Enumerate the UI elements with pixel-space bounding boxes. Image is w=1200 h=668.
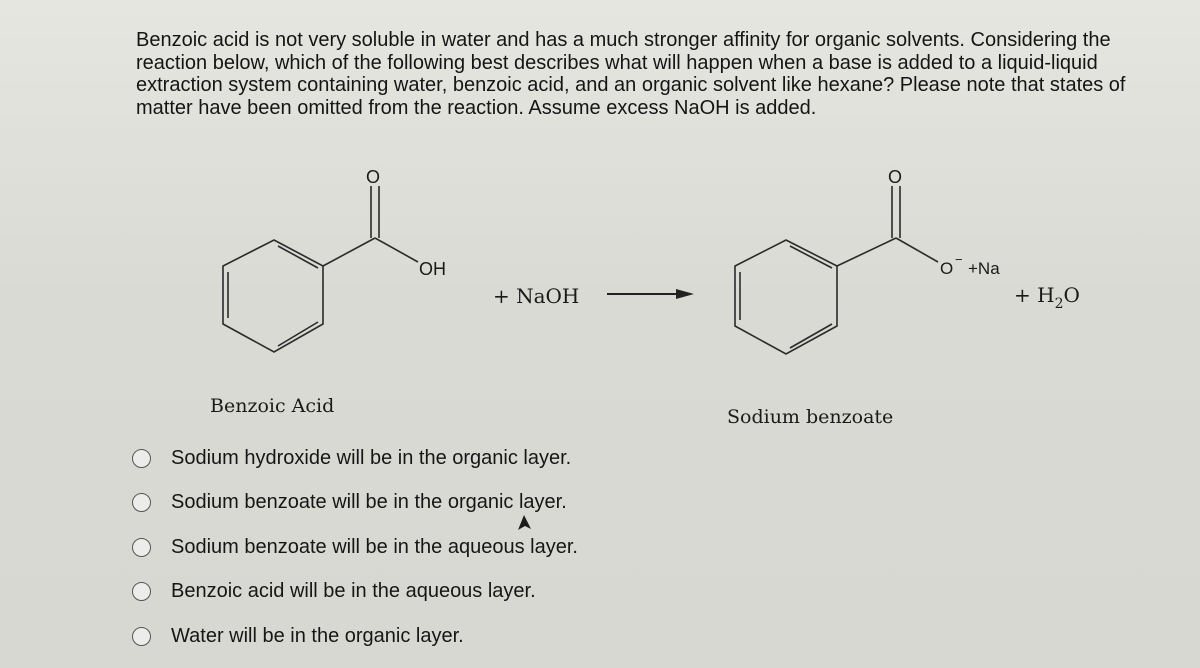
product-ring-double-bond — [790, 324, 832, 348]
reactant-ring-double-bond — [278, 322, 318, 346]
reagent-naoh: + NaOH — [493, 284, 580, 308]
answer-option[interactable] — [132, 570, 832, 615]
reaction-arrow — [607, 289, 694, 299]
mouse-cursor-icon — [516, 514, 532, 534]
reactant-ring-carbon-bond — [323, 238, 375, 266]
reactant-hydroxyl-bond — [375, 238, 418, 262]
product-carbonyl-oxygen: O — [888, 167, 903, 187]
product-oxide-label: O — [940, 259, 954, 278]
product-oxide-charge: − — [955, 252, 963, 267]
product-benzene-ring — [735, 240, 837, 354]
answer-option-label: Sodium benzoate will be in the organic layer. — [171, 491, 567, 514]
reactant-ring-double-bond — [278, 246, 318, 268]
radio-button[interactable] — [132, 582, 151, 601]
reactant-benzene-ring — [223, 240, 323, 352]
answer-option[interactable] — [132, 436, 832, 481]
byproduct-suffix: O — [1063, 283, 1080, 307]
answer-option[interactable] — [132, 614, 832, 659]
answer-options — [132, 436, 832, 659]
product-oxide-bond — [896, 238, 938, 262]
sodium-benzoate-structure — [735, 167, 1000, 354]
radio-button[interactable] — [132, 449, 151, 468]
answer-option[interactable] — [132, 525, 832, 570]
answer-option[interactable] — [132, 481, 832, 526]
answer-option-label: Sodium hydroxide will be in the organic layer. — [171, 446, 572, 469]
byproduct-water — [1014, 283, 1080, 312]
question-text: Benzoic acid is not very soluble in water and has a much stronger affinity for organic solvents. Considering the reaction below, which of the following best describes what will happen when a base is added to a liquid-liquid extraction system containing water, benzoic acid, and an organic solvent like hexane? Please note that states of matter have been omitted from the reaction. Assume excess NaOH is added. — [136, 29, 1126, 119]
radio-button[interactable] — [132, 627, 151, 646]
radio-button[interactable] — [132, 538, 151, 557]
reactant-name-label: Benzoic Acid — [210, 395, 335, 417]
product-name-label: Sodium benzoate — [727, 406, 894, 428]
byproduct-prefix: + H — [1014, 283, 1055, 307]
byproduct-subscript: 2 — [1054, 296, 1064, 312]
answer-option-label: Water will be in the organic layer. — [171, 624, 464, 647]
product-ring-double-bond — [790, 246, 832, 268]
answer-option-label: Sodium benzoate will be in the aqueous layer. — [171, 535, 578, 558]
product-counterion-label: +Na — [968, 259, 1000, 278]
radio-button[interactable] — [132, 493, 151, 512]
answer-option-label: Benzoic acid will be in the aqueous layer. — [171, 580, 536, 603]
benzoic-acid-structure — [223, 167, 446, 352]
reactant-hydroxyl-label: OH — [419, 259, 446, 279]
product-ring-carbon-bond — [837, 238, 896, 266]
reactant-carbonyl-oxygen: O — [366, 167, 381, 187]
